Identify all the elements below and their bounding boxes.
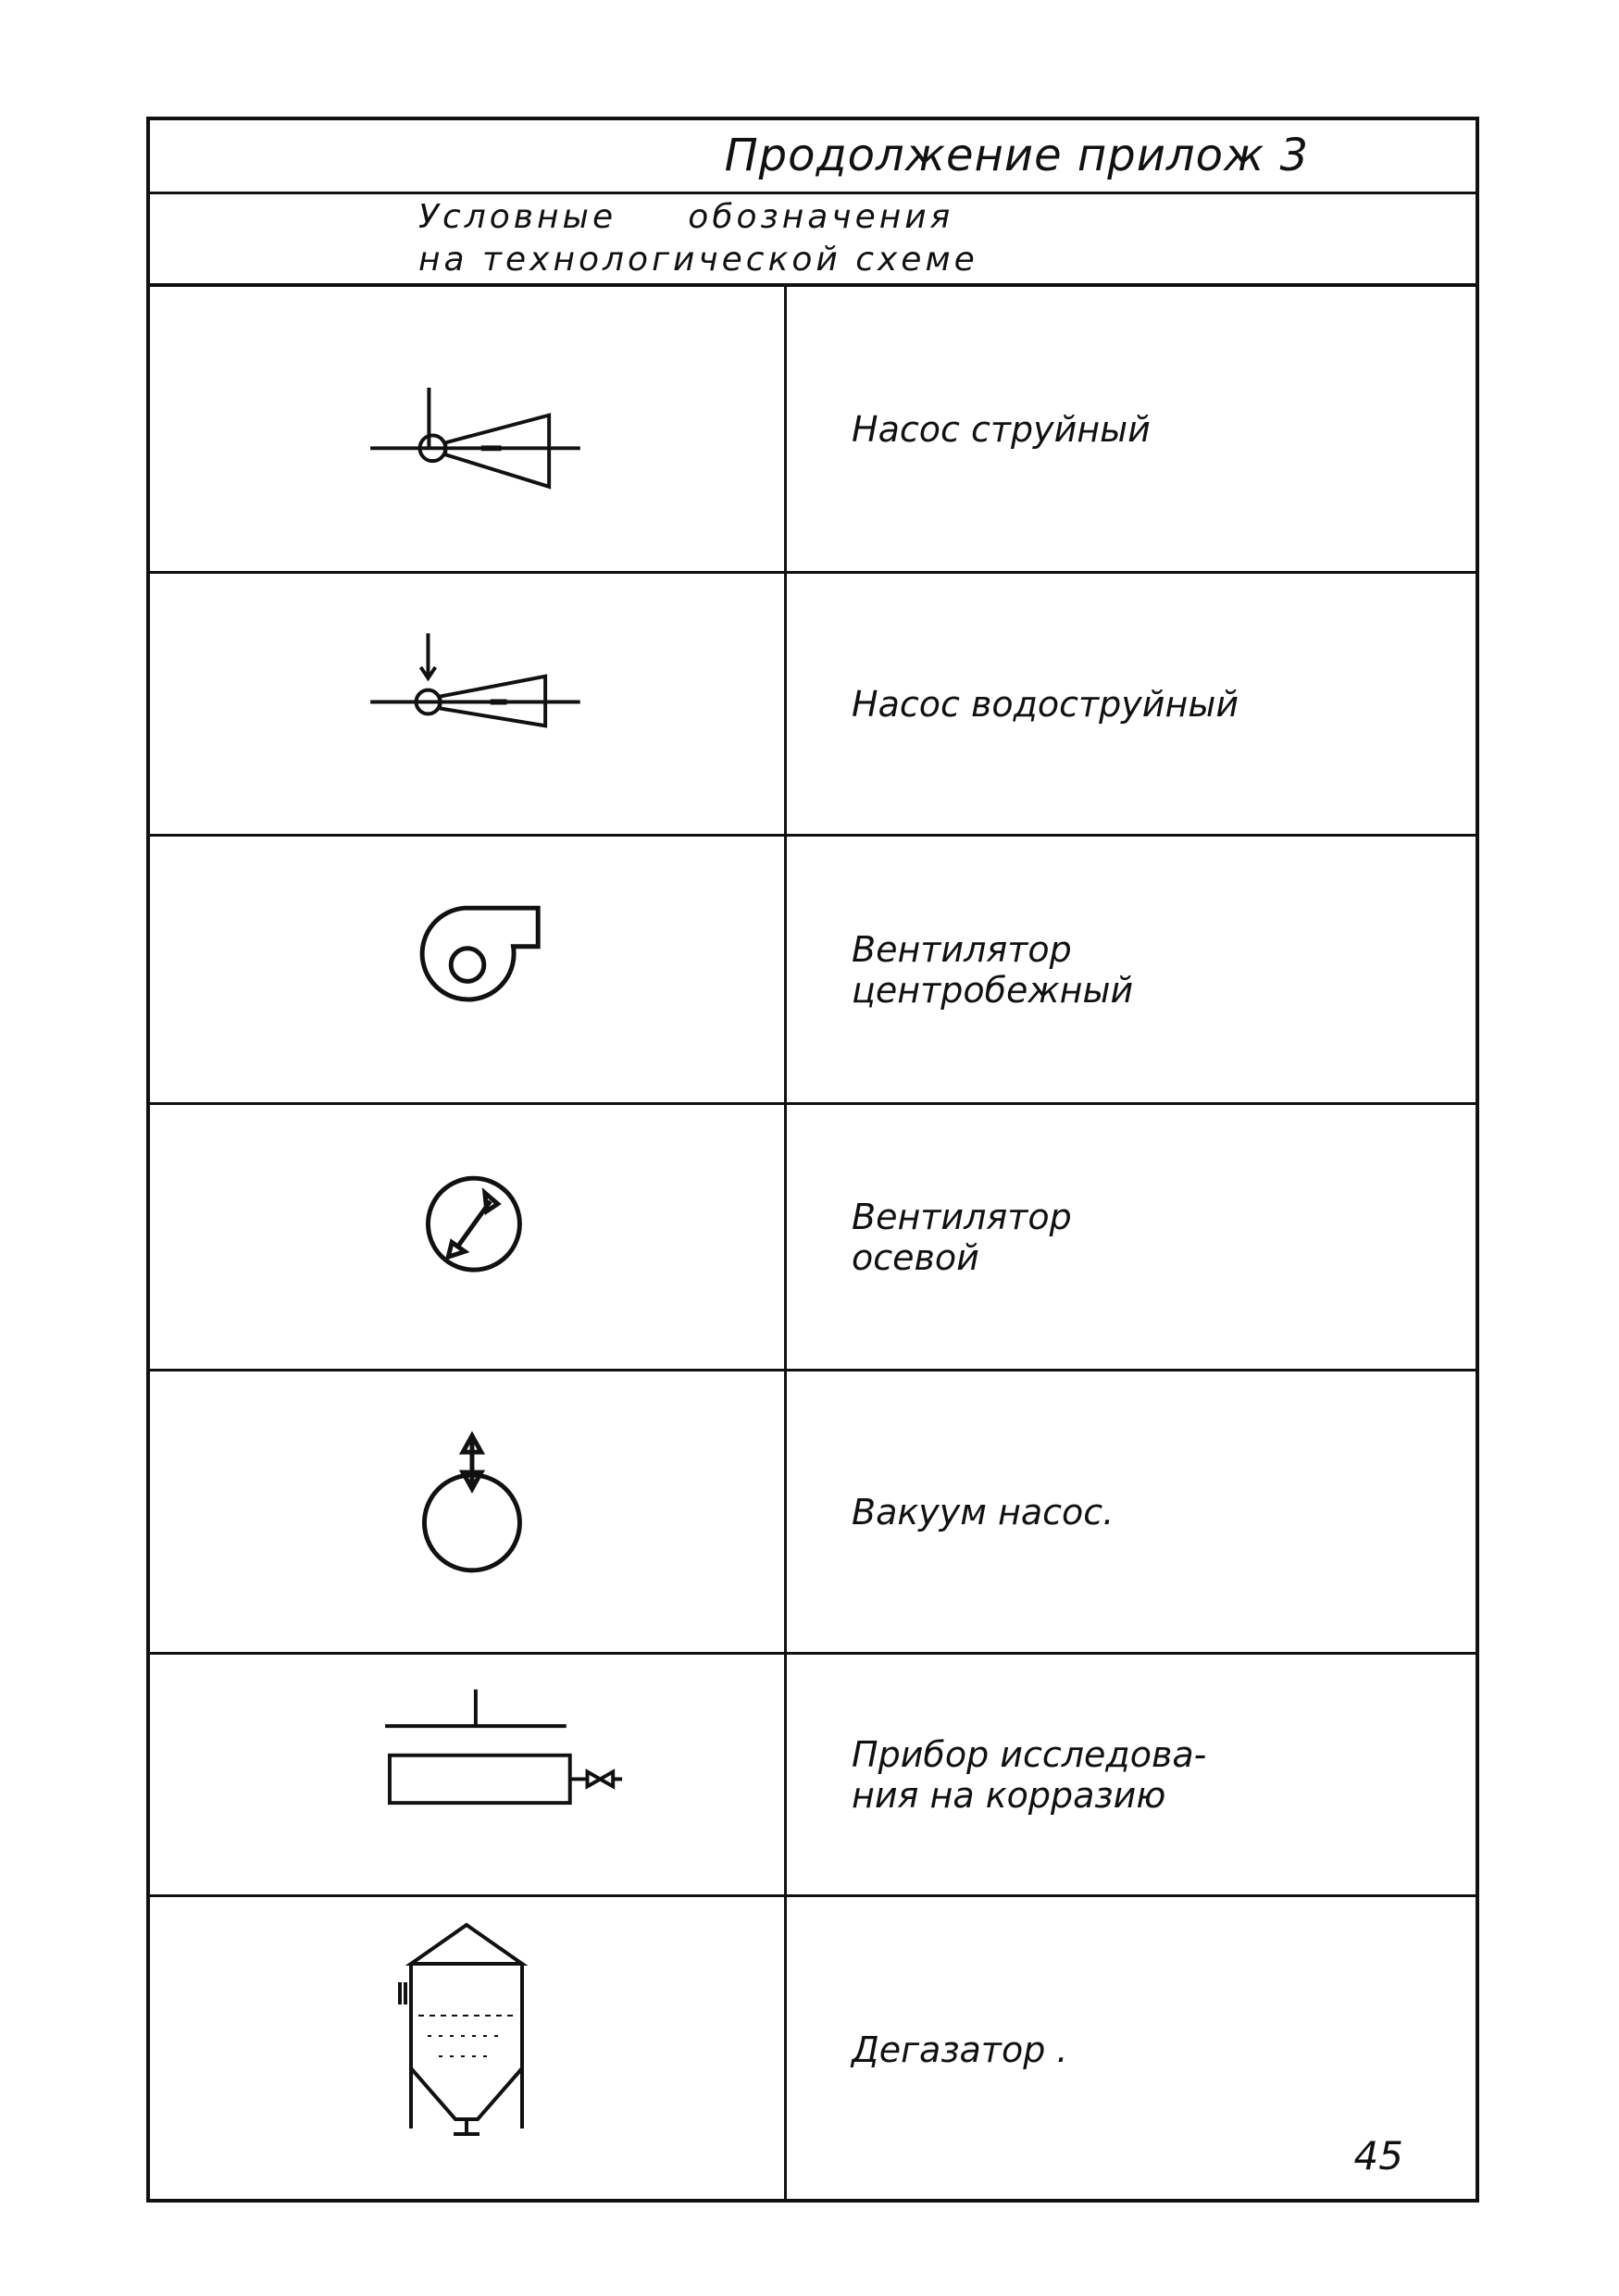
continuation-text: Продолжение прилож 3 bbox=[724, 130, 1309, 181]
symbol-cell bbox=[150, 1897, 787, 2203]
description-cell bbox=[798, 1655, 1476, 1894]
description-cell bbox=[798, 1371, 1476, 1652]
jet-pump-symbol bbox=[150, 287, 787, 571]
symbol-cell bbox=[150, 837, 787, 1102]
symbol-label: Вентилятор осевой bbox=[852, 1196, 1072, 1278]
table-row bbox=[150, 287, 1476, 574]
page-number: 45 bbox=[1353, 2133, 1403, 2178]
description-cell bbox=[798, 287, 1476, 571]
symbol-label: Вентилятор центробежный bbox=[852, 928, 1134, 1011]
centrifugal-fan-symbol bbox=[150, 837, 787, 1102]
symbol-label: Насос водоструйный bbox=[852, 683, 1239, 725]
table-row bbox=[150, 1655, 1476, 1897]
symbol-cell bbox=[150, 574, 787, 834]
document-sheet bbox=[146, 117, 1479, 2203]
symbol-label: Прибор исследова- ния на корразию bbox=[852, 1733, 1207, 1816]
title-line-1: Условные обозначения bbox=[418, 198, 954, 236]
symbols-table bbox=[150, 287, 1476, 2203]
degasser-symbol bbox=[150, 1897, 787, 2203]
table-row bbox=[150, 574, 1476, 837]
water-jet-pump-symbol bbox=[150, 574, 787, 834]
symbol-label: Вакуум насос. bbox=[852, 1491, 1115, 1533]
table-row bbox=[150, 837, 1476, 1105]
description-cell bbox=[798, 1105, 1476, 1369]
symbol-cell bbox=[150, 1655, 787, 1894]
corrosion-test-device-symbol bbox=[150, 1655, 787, 1894]
symbol-cell bbox=[150, 1105, 787, 1369]
symbol-cell bbox=[150, 1371, 787, 1652]
symbol-label: Насос струйный bbox=[852, 408, 1151, 450]
continuation-header bbox=[150, 120, 1476, 194]
table-row bbox=[150, 1371, 1476, 1655]
table-row bbox=[150, 1897, 1476, 2203]
symbol-label: Дегазатор . bbox=[852, 2029, 1068, 2070]
vacuum-pump-symbol bbox=[150, 1371, 787, 1652]
table-title bbox=[150, 194, 1476, 287]
axial-fan-symbol bbox=[150, 1105, 787, 1369]
description-cell bbox=[798, 574, 1476, 834]
title-line-2: на технологической схеме bbox=[418, 241, 978, 279]
symbol-cell bbox=[150, 287, 787, 571]
description-cell bbox=[798, 837, 1476, 1102]
table-row bbox=[150, 1105, 1476, 1371]
